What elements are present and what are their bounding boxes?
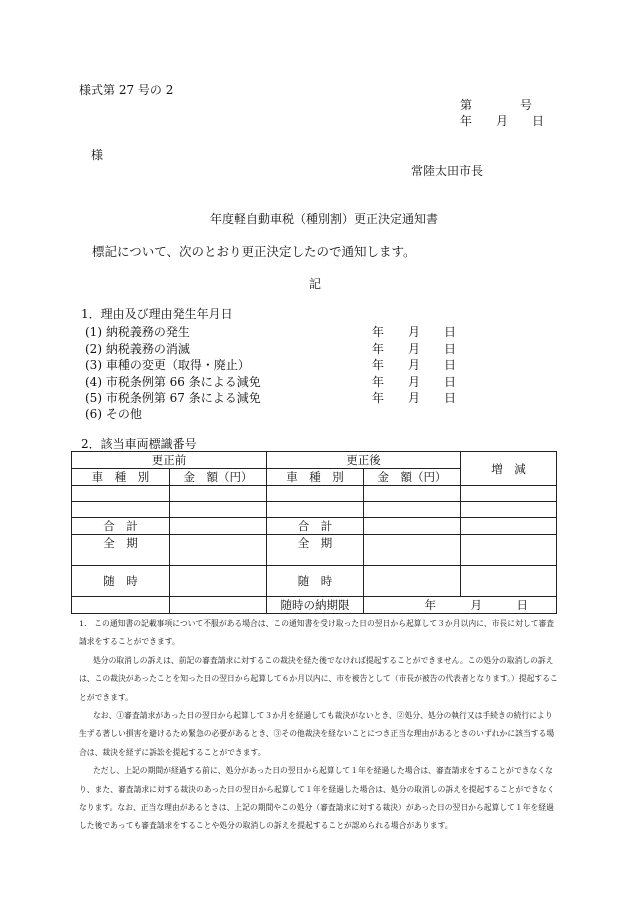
after-full-label: 全 期 [267,535,364,566]
before-total-label: 合 計 [72,518,170,535]
before-header: 更正前 [72,452,267,469]
before-anytime-label: 随 時 [72,566,170,597]
before-type-header: 車 種 別 [72,469,170,486]
after-anytime-label: 随 時 [267,566,364,597]
deadline-label: 随時の納期限 [267,597,364,614]
section1-heading: 1．理由及び理由発生年月日 [81,307,233,321]
after-total-label: 合 計 [267,518,364,535]
addressee-suffix: 様 [91,148,104,162]
notes-block [79,615,559,836]
reason-date-4: 年 月 日 [372,375,457,389]
note-paragraph: 1. この通知書の記載事項について不服がある場合は、この通知書を受け取った日の翌日から起算して３か月以内に、市長に対して審査請求をすることができます。 [79,619,555,647]
reason-item-5: (5) 市税条例第 67 条による減免 [85,391,261,405]
table-row [72,486,557,502]
reason-date-5: 年 月 日 [372,391,457,405]
before-full-label: 全 期 [72,535,170,566]
note-paragraph: なお、①審査請求があった日の翌日から起算して３か月を経過しても裁決がないとき、②処分、処分の執行又は手続きの続行により生ずる著しい損害を避けるため緊急の必要があるとき、③その他裁決を経ないことにつき正当な理由があるときのいずれかに該当する場合は、裁決を経ずに訴訟を提起することができます。 [79,711,555,757]
issuer-name: 常陸太田市長 [411,164,484,178]
deadline-date: 年 月 日 [364,597,557,614]
after-header: 更正後 [267,452,461,469]
change-header: 増 減 [461,452,557,486]
reason-item-6: (6) その他 [85,407,142,421]
note-paragraph: ただし、上記の期間が経過する前に、処分があった日の翌日から起算して１年を経過した場合は、審査請求をすることができなくなり、また、審査請求に対する裁決のあった日の翌日から起算して１年を経過した場合は、処分の取消しの訴えを提起することができなくなります。なお、正当な理由があるときは、上記の期間やこの処分（審査請求に対する裁決）があった日の翌日から起算して１年を経過した後であっても審査請求をすることや処分の取消しの訴えを提起することが認められる場合があります。 [79,766,555,831]
intro-text: 標記について、次のとおり更正決定したので通知します。 [92,244,416,259]
reason-item-4: (4) 市税条例第 66 条による減免 [85,375,261,389]
section2-heading: 2．該当車両標識番号 [81,437,197,451]
note-paragraph: 処分の取消しの訴えは、前記の審査請求に対するこの裁決を経た後でなければ提起することができません。この処分の取消しの訴えは、この裁決があったことを知った日の翌日から起算して６か月以内に、市を被告として（市長が被告の代表者となります。）提起することができます。 [79,655,558,702]
reason-date-1: 年 月 日 [372,325,457,339]
reason-date-3: 年 月 日 [372,358,457,372]
vehicle-tax-table [71,451,557,614]
reason-item-1: (1) 納税義務の発生 [85,325,190,339]
reason-item-3: (3) 車種の変更（取得・廃止） [85,358,250,372]
after-type-header: 車 種 別 [267,469,364,486]
ki-heading: 記 [309,277,322,291]
document-number: 第 号 [460,98,533,112]
table-row [72,502,557,518]
before-amount-header: 金 額（円） [170,469,267,486]
form-number: 様式第 27 号の 2 [79,83,174,97]
document-title: 年度軽自動車税（種別割）更正決定通知書 [210,212,439,226]
issue-date: 年 月 日 [460,114,545,128]
after-amount-header: 金 額（円） [364,469,461,486]
reason-date-2: 年 月 日 [372,342,457,356]
reason-item-2: (2) 納税義務の消滅 [85,342,190,356]
